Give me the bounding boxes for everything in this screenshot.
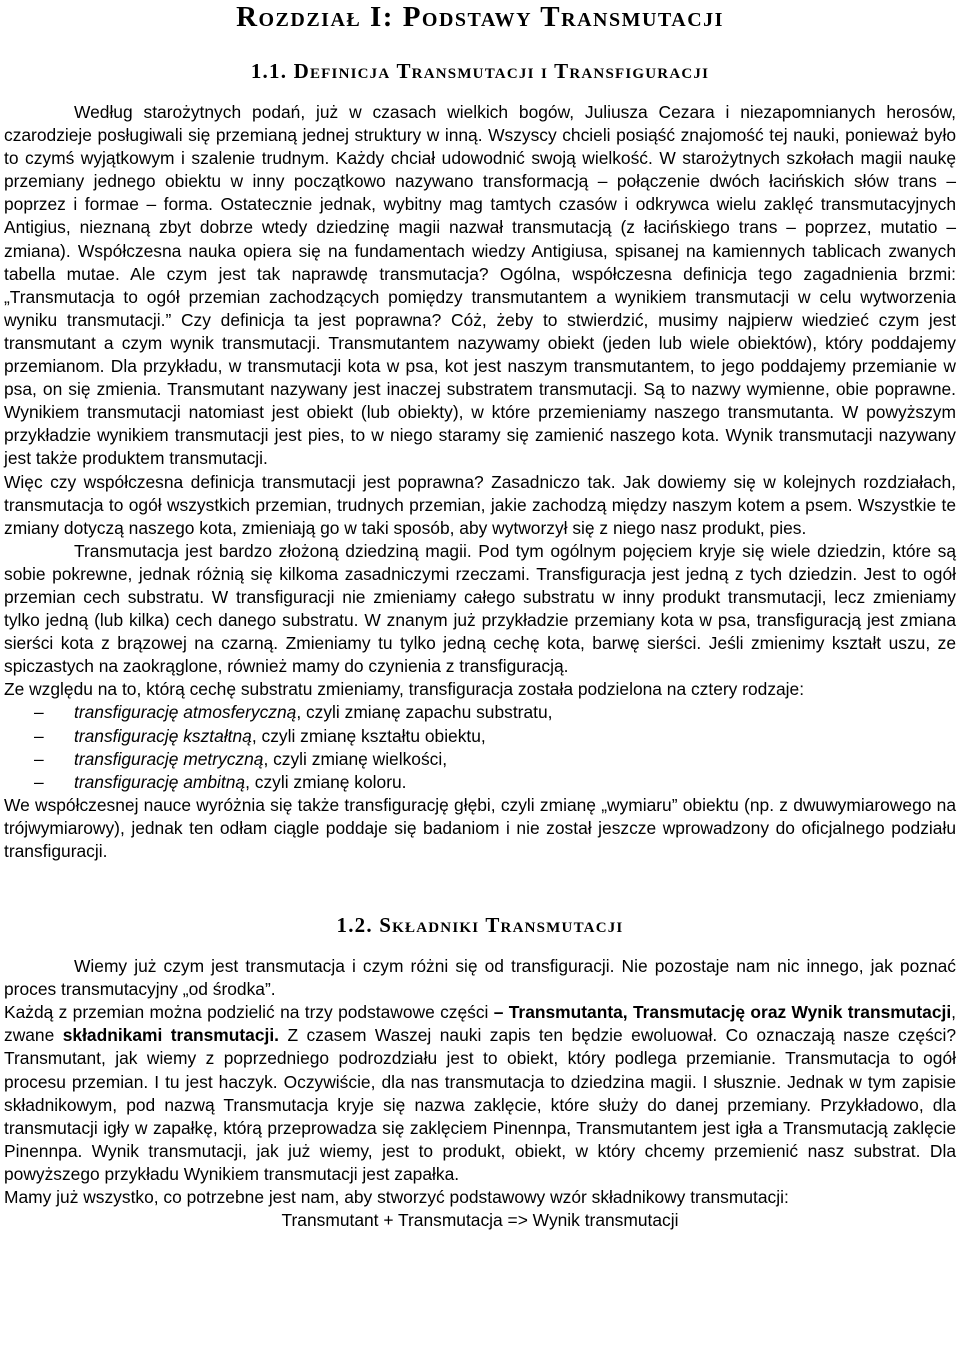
list-rest: , czyli zmianę koloru. <box>245 771 407 792</box>
text-run: , zwane <box>4 1002 957 1046</box>
text-run: Z czasem Waszej nauki zapis ten będzie ewoluował. Co oznaczają nasze części? Transmutant, jak wiemy z poprzedniego podrozdziału jest to obiekt, który podlega przemianie. Transmutacja to ogół procesu przemian. I tu jest haczyk. Oczywiście, dla nas transmutacja to dziedzina magii. I słusznie. Jednak w tym zapisie składnikowym, pod nazwą Transmutacja kryje się nazwa zaklęcie, które służy do danej przemiany. Przykładowo, dla transmutacji igły w zapałkę, którą przeprowadza się zaklęciem Pinennpa, Transmutantem jest igła a Transmutacją zaklęcie Pinennpa. Wynik transmutacji, jak już wiemy, jest to produkt, obiekt, w który chcemy przemienić nasz substrat. Dla powyższego przykładu Wynikiem transmutacji jest zapałka. <box>4 1025 956 1184</box>
list-item <box>4 748 956 771</box>
list-dash: – <box>34 702 44 723</box>
paragraph: Wiemy już czym jest transmutacja i czym różni się od transfiguracji. Nie pozostaje nam nic innego, jak poznać proces transmutacyjny „od środka”. <box>4 956 956 1000</box>
list-dash: – <box>34 771 44 792</box>
list-item <box>4 771 956 794</box>
section-title-1-2: 1.2. Składniki Transmutacji <box>336 913 624 938</box>
paragraph: Mamy już wszystko, co potrzebne jest nam, aby stworzyć podstawowy wzór składnikowy transmutacji: <box>4 1187 789 1208</box>
paragraph-components <box>4 1001 956 1186</box>
formula: Transmutant + Transmutacja => Wynik transmutacji <box>281 1210 679 1231</box>
list-item <box>4 725 956 748</box>
paragraph: Transmutacja jest bardzo złożoną dziedziną magii. Pod tym ogólnym pojęciem kryje się wiele dziedzin, które są sobie pokrewne, jednak różnią się kilkoma zasadniczymi rzeczami. Transfiguracja jest jedną z tych dziedzin. Jest to ogół przemian cech substratu. W transfiguracji nie zmieniamy całego substratu w inny produkt transmutacji, lecz zmieniamy tylko jedną (lub kilka) cech danego substratu. W znanym już przykładzie przemiany kota w psa, transfiguracją jest zmiana sierści kota z brązowej na czarną. Zmieniamy tu tylko jedną cechę kota, barwę sierści. Jeśli zmienimy kształt uszu, ze spiczastych na zaokrąglone, również mamy do czynienia z transfiguracją. <box>4 540 956 677</box>
paragraph: We współczesnej nauce wyróżnia się także transfigurację głębi, czyli zmianę „wymiaru” obiektu (np. z dwuwymiarowego na trójwymiarowy), jednak ten odłam ciągle poddaje się badaniom i nie został jeszcze wprowadzony do oficjalnego podziału transfiguracji. <box>4 794 956 861</box>
section-title-1-1: 1.1. Definicja Transmutacji i Transfiguracji <box>250 59 710 83</box>
chapter-title: Rozdział I: Podstawy Transmutacji <box>236 1 724 33</box>
list-term: transfigurację atmosferyczną <box>74 702 297 723</box>
list-item <box>4 701 956 724</box>
transfiguration-types-list <box>4 701 956 793</box>
list-term: transfigurację metryczną <box>74 748 264 769</box>
text-run: Każdą z przemian można podzielić na trzy podstawowe części <box>4 1002 494 1023</box>
bold-text: składnikami transmutacji. <box>62 1025 279 1046</box>
list-term: transfigurację ambitną <box>74 771 246 792</box>
list-rest: , czyli zmianę wielkości, <box>263 748 448 769</box>
paragraph: Ze względu na to, którą cechę substratu zmieniamy, transfiguracja została podzielona na cztery rodzaje: <box>4 679 805 700</box>
paragraph: Więc czy współczesna definicja transmutacji jest poprawna? Zasadniczo tak. Jak dowiemy się w kolejnych rozdziałach, transmutacja to ogół wszystkich przemian, trudnych przemian, jakie zachodzą między naszym kotem a psem. Wszystkie te zmiany dotyczą naszego kota, zmieniają go w taki sposób, aby wytworzył się z niego nasz produkt, pies. <box>4 471 956 538</box>
list-dash: – <box>34 725 44 746</box>
list-dash: – <box>34 748 44 769</box>
paragraph: Według starożytnych podań, już w czasach wielkich bogów, Juliusza Cezara i niezapomnianych herosów, czarodzieje posługiwali się przemianą jednej struktury w inną. Wszyscy chcieli posiąść znajomość tej nauki, ponieważ było to czymś wyjątkowym i szalenie trudnym. Każdy chciał udowodnić swoją wielkość. W starożytnych szkołach magii naukę przemiany jednego obiektu w inny początkowo nazywano transformacją – połączenie dwóch łacińskich słów trans – poprzez i formae – forma. Ostatecznie jednak, wybitny mag tamtych czasów i odkrywca wielu zaklęć transmutacyjnych Antigius, nieznaną zbyt dobrze wtedy dziedzinę magii nazwał transmutacją (z łacińskiego trans – poprzez, mutatio – zmiana). Współczesna nauka opiera się na fundamentach wiedzy Antigiusa, spisanej na kamiennych tablicach zwanych tabella mutae. Ale czym jest tak naprawdę transmutacja? Ogólna, współczesna definicja tego zagadnienia brzmi: „Transmutacja to ogół przemian zachodzących pomiędzy transmutantem a wynikiem transmutacji w celu wytworzenia wyniku transmutacji.” Czy definicja ta jest poprawna? Cóż, żeby to stwierdzić, musimy najpierw wiedzieć czym jest transmutant a czym wynik transmutacji. Transmutantem nazywamy obiekt (jeden lub wiele obiektów), który poddajemy przemianom. Dla przykładu, w transmutacji kota w psa, kot jest naszym transmutantem, to jego poddajemy przemianie w psa, on się zmienia. Transmutant nazywany jest inaczej substratem transmutacji. Są to nazwy wymienne, obie poprawne. Wynikiem transmutacji natomiast jest obiekt (lub obiekty), w które przemieniamy naszego transmutanta. W powyższym przykładzie wynikiem transmutacji jest pies, to w niego staramy się zamienić naszego kota. Wynik transmutacji nazywany jest także produktem transmutacji. <box>4 102 956 469</box>
list-rest: , czyli zmianę kształtu obiektu, <box>251 725 486 746</box>
list-term: transfigurację kształtną <box>74 725 252 746</box>
bold-text: – Transmutanta, Transmutację oraz Wynik transmutacji <box>493 1002 952 1023</box>
list-rest: , czyli zmianę zapachu substratu, <box>296 702 553 723</box>
